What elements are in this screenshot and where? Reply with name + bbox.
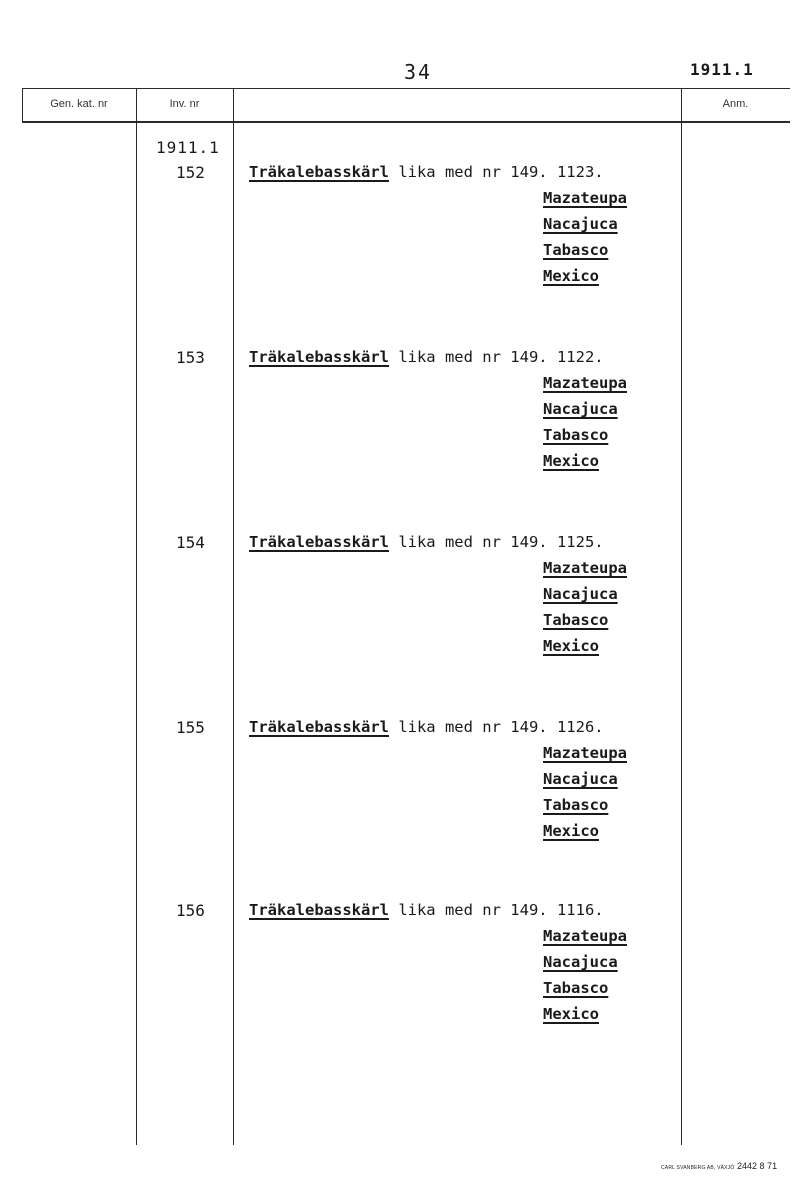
column-header-inv-nr: Inv. nr xyxy=(169,98,200,110)
place-country: Mexico xyxy=(543,1005,599,1023)
place-village: Mazateupa xyxy=(543,927,627,945)
place-country: Mexico xyxy=(543,637,599,655)
inventory-number: 152 xyxy=(176,163,205,182)
reference-text: lika med nr 149. 1126. xyxy=(388,718,604,736)
column-divider-inv-desc xyxy=(233,88,234,1145)
place-village: Mazateupa xyxy=(543,374,627,392)
object-name: Träkalebasskärl xyxy=(249,163,389,181)
printer-imprint xyxy=(661,1161,777,1171)
entry-description xyxy=(249,901,604,919)
inventory-series-mark: 1911.1 xyxy=(156,138,220,157)
column-header-gen-kat-nr: Gen. kat. nr xyxy=(50,98,108,110)
place-municipality: Nacajuca xyxy=(543,585,618,603)
place-municipality: Nacajuca xyxy=(543,400,618,418)
place-state: Tabasco xyxy=(543,611,609,629)
place-list xyxy=(543,923,627,1027)
place-list xyxy=(543,370,627,474)
place-country: Mexico xyxy=(543,822,599,840)
place-village: Mazateupa xyxy=(543,559,627,577)
column-divider-gen-inv xyxy=(136,88,137,1145)
inventory-number: 156 xyxy=(176,901,205,920)
entry-description xyxy=(249,348,604,366)
place-country: Mexico xyxy=(543,452,599,470)
place-village: Mazateupa xyxy=(543,744,627,762)
place-municipality: Nacajuca xyxy=(543,953,618,971)
place-municipality: Nacajuca xyxy=(543,215,618,233)
header-top-rule xyxy=(22,88,790,89)
column-divider-desc-anm xyxy=(681,88,682,1145)
place-village: Mazateupa xyxy=(543,189,627,207)
place-list xyxy=(543,185,627,289)
page-number: 34 xyxy=(404,60,433,84)
place-state: Tabasco xyxy=(543,426,609,444)
place-list xyxy=(543,555,627,659)
object-name: Träkalebasskärl xyxy=(249,718,389,736)
column-header-anm: Anm. xyxy=(722,98,749,110)
place-country: Mexico xyxy=(543,267,599,285)
page-series-number: 1911.1 xyxy=(690,60,754,79)
reference-text: lika med nr 149. 1116. xyxy=(388,901,604,919)
inventory-number: 153 xyxy=(176,348,205,367)
form-code: 2442 8 71 xyxy=(737,1161,778,1171)
place-municipality: Nacajuca xyxy=(543,770,618,788)
place-state: Tabasco xyxy=(543,979,609,997)
entry-description xyxy=(249,533,604,551)
reference-text: lika med nr 149. 1122. xyxy=(388,348,604,366)
inventory-number: 154 xyxy=(176,533,205,552)
reference-text: lika med nr 149. 1123. xyxy=(388,163,604,181)
header-bottom-rule xyxy=(22,121,790,123)
place-list xyxy=(543,740,627,844)
inventory-number: 155 xyxy=(176,718,205,737)
entry-description xyxy=(249,163,604,181)
object-name: Träkalebasskärl xyxy=(249,901,389,919)
reference-text: lika med nr 149. 1125. xyxy=(388,533,604,551)
place-state: Tabasco xyxy=(543,241,609,259)
object-name: Träkalebasskärl xyxy=(249,533,389,551)
object-name: Träkalebasskärl xyxy=(249,348,389,366)
place-state: Tabasco xyxy=(543,796,609,814)
entry-description xyxy=(249,718,604,736)
printer-name: CARL SVANBERG AB, VÄXJÖ xyxy=(661,1165,735,1171)
